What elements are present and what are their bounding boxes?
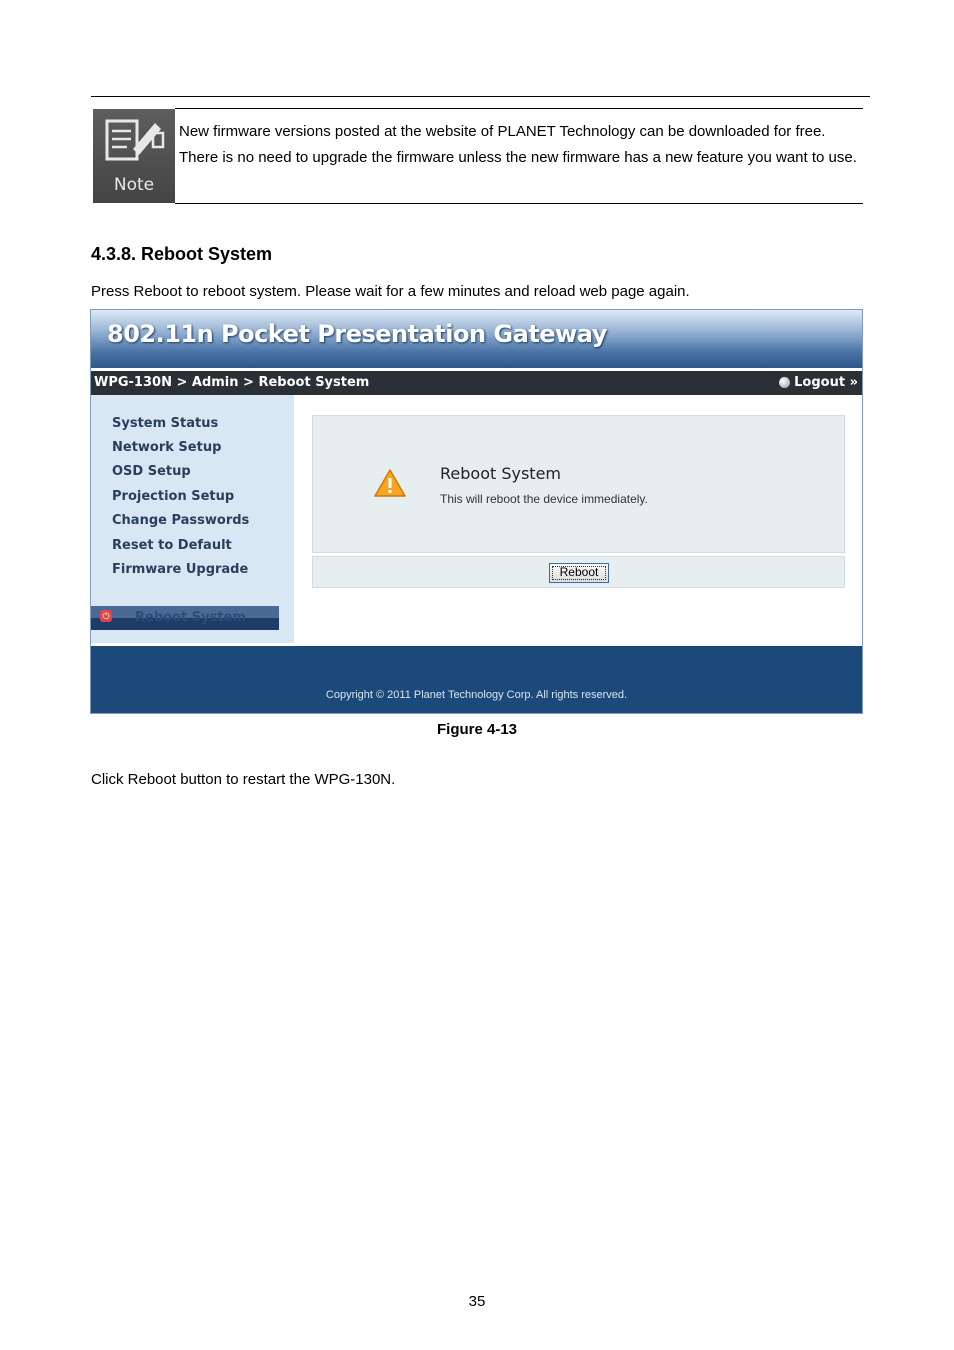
logout-link[interactable] bbox=[779, 375, 858, 390]
sidebar-active-label: Reboot System bbox=[135, 610, 246, 625]
banner bbox=[91, 310, 862, 368]
note-bottom-rule bbox=[175, 203, 863, 204]
note-text: New firmware versions posted at the website of PLANET Technology can be downloaded for free. There is no need to upgrade the firmware unless the new firmware has a new feature you want to use. bbox=[179, 123, 857, 166]
notepad-pen-icon bbox=[93, 109, 175, 179]
reboot-button[interactable]: Reboot bbox=[549, 563, 609, 583]
intro-paragraph: Press Reboot to reboot system. Please wait for a few minutes and reload web page again. bbox=[91, 283, 690, 300]
power-icon: ⏻ bbox=[100, 610, 112, 622]
logout-label: Logout » bbox=[794, 375, 858, 390]
button-row bbox=[312, 556, 845, 588]
copyright: Copyright © 2011 Planet Technology Corp. All rights reserved. bbox=[325, 689, 628, 701]
page-number: 35 bbox=[468, 1293, 486, 1310]
sidebar-item-reset-to-default[interactable]: Reset to Default bbox=[112, 538, 232, 553]
note-icon bbox=[93, 109, 175, 203]
sidebar-item-osd-setup[interactable]: OSD Setup bbox=[112, 464, 191, 479]
banner-title: 802.11n Pocket Presentation Gateway bbox=[107, 320, 607, 348]
header-rule bbox=[91, 96, 870, 97]
sidebar bbox=[91, 395, 294, 643]
panel-title: Reboot System bbox=[440, 464, 561, 483]
closing-paragraph: Click Reboot button to restart the WPG-130N. bbox=[91, 771, 396, 788]
sidebar-item-projection-setup[interactable]: Projection Setup bbox=[112, 489, 235, 504]
section-heading: 4.3.8. Reboot System bbox=[91, 244, 273, 264]
reboot-panel bbox=[312, 415, 845, 553]
footer bbox=[91, 646, 862, 714]
warning-icon bbox=[373, 468, 407, 498]
sidebar-item-system-status[interactable]: System Status bbox=[112, 416, 219, 431]
note-top-rule bbox=[175, 108, 863, 109]
panel-description: This will reboot the device immediately. bbox=[440, 492, 648, 506]
embedded-screenshot bbox=[90, 309, 863, 714]
breadcrumb-bar bbox=[91, 371, 862, 395]
breadcrumb: WPG-130N > Admin > Reboot System bbox=[94, 375, 370, 390]
logout-icon bbox=[779, 377, 790, 388]
sidebar-item-reboot-system[interactable] bbox=[91, 606, 279, 630]
sidebar-item-network-setup[interactable]: Network Setup bbox=[112, 440, 222, 455]
note-label: Note bbox=[113, 175, 155, 195]
main-content bbox=[294, 395, 863, 643]
note-box bbox=[91, 108, 863, 204]
sidebar-item-change-passwords[interactable]: Change Passwords bbox=[112, 513, 250, 528]
sidebar-item-firmware-upgrade[interactable]: Firmware Upgrade bbox=[112, 562, 249, 577]
figure-caption: Figure 4-13 bbox=[436, 721, 518, 738]
